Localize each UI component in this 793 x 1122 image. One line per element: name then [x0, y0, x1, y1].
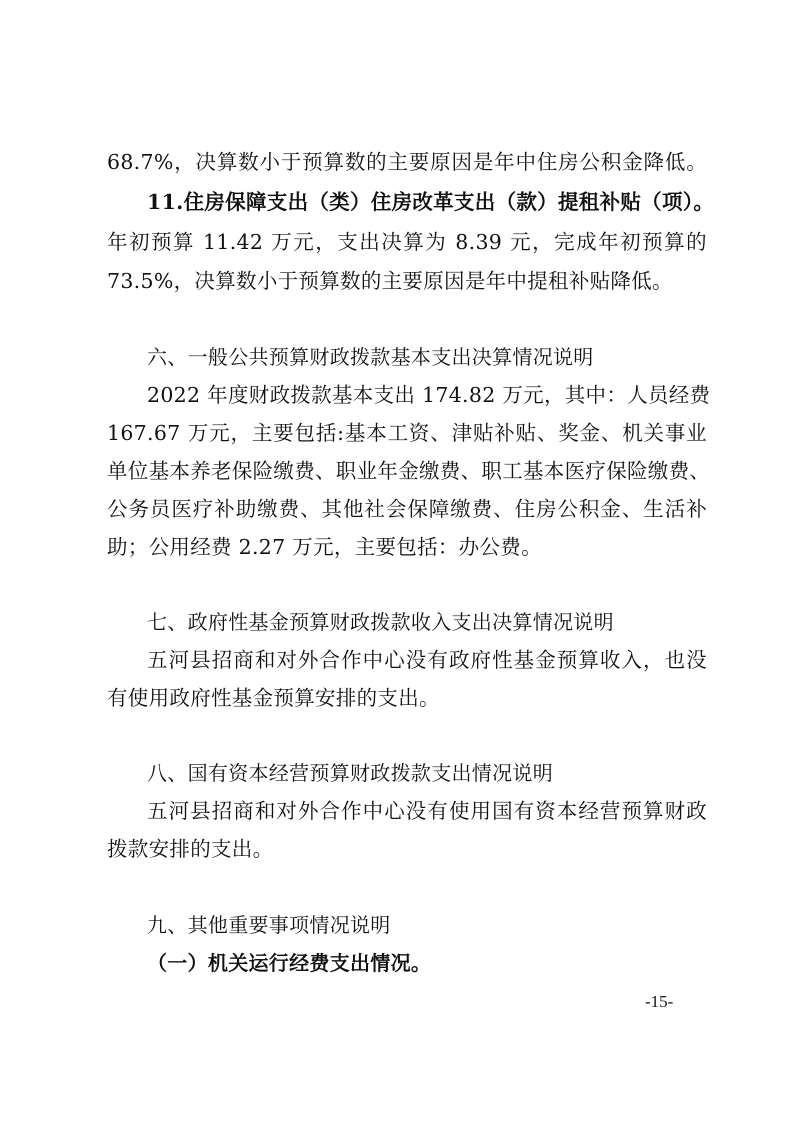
paragraph-line: 五河县招商和对外合作中心没有政府性基金预算收入，也没 — [147, 648, 707, 672]
paragraph-line: 73.5%，决算数小于预算数的主要原因是年中提租补贴降低。 — [107, 269, 673, 293]
paragraph-line: 有使用政府性基金预算安排的支出。 — [107, 686, 440, 710]
section-8-heading: 八、国有资本经营预算财政拨款支出情况说明 — [147, 761, 553, 785]
paragraph-line: 公务员医疗补助缴费、其他社会保障缴费、住房公积金、生活补 — [107, 497, 707, 521]
paragraph-line: 助；公用经费 2.27 万元，主要包括：办公费。 — [107, 535, 542, 559]
paragraph-line: 单位基本养老保险缴费、职业年金缴费、职工基本医疗保险缴费、 — [107, 459, 711, 483]
section-9-heading: 九、其他重要事项情况说明 — [147, 913, 391, 937]
section-7-heading: 七、政府性基金预算财政拨款收入支出决算情况说明 — [147, 610, 614, 634]
paragraph-line: 拨款安排的支出。 — [107, 837, 274, 861]
section-6-heading: 六、一般公共预算财政拨款基本支出决算情况说明 — [147, 345, 594, 369]
paragraph-line: 2022 年度财政拨款基本支出 174.82 万元，其中：人员经费 — [147, 383, 711, 407]
paragraph-line: 68.7%，决算数小于预算数的主要原因是年中住房公积金降低。 — [107, 150, 707, 174]
section-9-sub-heading: （一）机关运行经费支出情况。 — [147, 951, 432, 975]
paragraph-line: 167.67 万元，主要包括:基本工资、津贴补贴、奖金、机关事业 — [107, 421, 707, 445]
paragraph-line: 年初预算 11.42 万元，支出决算为 8.39 元，完成年初预算的 — [107, 230, 707, 254]
item-11-heading: 11.住房保障支出（类）住房改革支出（款）提租补贴（项）。 — [147, 190, 715, 214]
page-number: -15- — [645, 992, 674, 1011]
paragraph-line: 五河县招商和对外合作中心没有使用国有资本经营预算财政 — [147, 799, 707, 823]
